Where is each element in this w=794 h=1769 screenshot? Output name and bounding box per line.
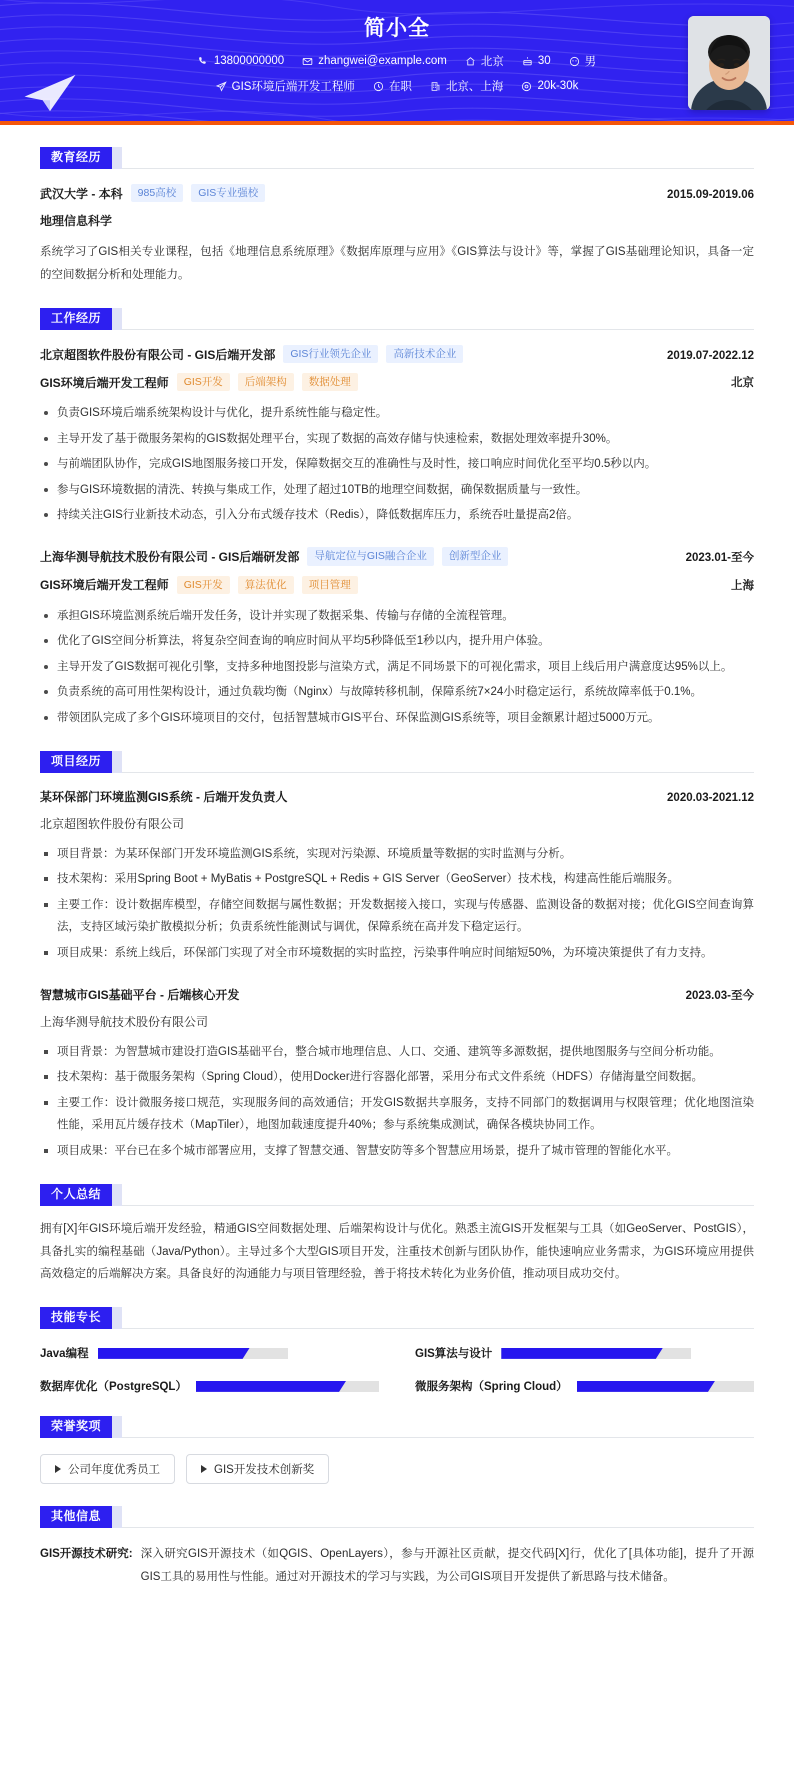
mail-icon	[302, 56, 313, 67]
project-company: 上海华测导航技术股份有限公司	[40, 1015, 209, 1030]
work-location: 上海	[731, 579, 754, 592]
work-company-tag: 高新技术企业	[386, 345, 463, 363]
work-bullets	[40, 605, 754, 729]
education-major: 地理信息科学	[40, 214, 113, 229]
section-rule	[40, 329, 754, 330]
honor-label: GIS开发技术创新奖	[214, 1464, 315, 1477]
avatar	[688, 16, 770, 110]
building-icon	[430, 81, 441, 92]
contact-phone	[198, 55, 284, 67]
salary-icon	[521, 81, 532, 92]
work-bullet: 主导开发了基于微服务架构的GIS数据处理平台，实现了数据的高效存储与快速检索，数据处理效率提升30%。	[40, 428, 754, 450]
skill-bar-fill	[98, 1348, 250, 1359]
work-entry	[40, 547, 754, 728]
project-date: 2023.03-至今	[685, 990, 754, 1003]
project-bullet: 主要工作：设计数据库模型，存储空间数据与属性数据；开发数据接入接口，实现与传感器、监测设备的数据对接；优化GIS空间查询算法，支持区域污染扩散模拟分析；负责系统性能测试与调优，保障系统在高并发下稳定运行。	[40, 894, 754, 939]
salary-expectation	[521, 80, 578, 92]
work-date: 2023.01-至今	[685, 552, 754, 565]
education-school-group	[40, 184, 265, 202]
skill-item	[415, 1345, 754, 1361]
project-bullet: 项目背景：为智慧城市建设打造GIS基础平台，整合城市地理信息、人口、交通、建筑等多源数据，提供地图服务与空间分析功能。	[40, 1041, 754, 1063]
skill-bar-fill	[501, 1348, 663, 1359]
contact-gender	[569, 53, 597, 69]
other-info-row	[40, 1543, 754, 1588]
honor-item	[186, 1454, 329, 1484]
project-bullet: 技术架构：基于微服务架构（Spring Cloud），使用Docker进行容器化部署，采用分布式文件系统（HDFS）存储海量空间数据。	[40, 1066, 754, 1088]
skill-label: GIS算法与设计	[415, 1348, 493, 1361]
job-title	[216, 78, 355, 94]
section-header-education	[40, 147, 754, 169]
section-title-education: 教育经历	[40, 147, 112, 169]
job-status	[373, 78, 412, 94]
work-bullet: 承担GIS环境监测系统后端开发任务，设计并实现了数据采集、传输与存储的全流程管理。	[40, 605, 754, 627]
skill-item	[40, 1345, 379, 1361]
project-bullet: 项目成果：平台已在多个城市部署应用，支撑了智慧交通、智慧安防等多个智慧应用场景，提升了城市管理的智能化水平。	[40, 1140, 754, 1162]
project-bullets	[40, 843, 754, 964]
work-bullet: 持续关注GIS行业新技术动态，引入分布式缓存技术（Redis），降低数据库压力，系统吞吐量提高2倍。	[40, 504, 754, 526]
work-company: 北京超图软件股份有限公司 - GIS后端开发部	[40, 347, 276, 362]
education-description: 系统学习了GIS相关专业课程，包括《地理信息系统原理》《数据库原理与应用》《GIS算法与设计》等，掌握了GIS基础理论知识，具备一定的空间数据分析和处理能力。	[40, 246, 754, 281]
work-bullet: 负责系统的高可用性架构设计，通过负载均衡（Nginx）与故障转移机制，保障系统7×24小时稳定运行，系统故障率低于0.1%。	[40, 681, 754, 703]
work-role-tag: 算法优化	[238, 576, 294, 594]
work-entry-header	[40, 547, 754, 565]
home-icon	[465, 56, 476, 67]
work-bullet: 带领团队完成了多个GIS环境项目的交付，包括智慧城市GIS平台、环保监测GIS系统等，项目金额累计超过5000万元。	[40, 707, 754, 729]
section-rule	[40, 168, 754, 169]
work-bullet: 与前端团队协作，完成GIS地图服务接口开发，保障数据交互的准确性与及时性，接口响应时间优化至平均0.5秒以内。	[40, 453, 754, 475]
preferred-cities	[430, 78, 504, 94]
education-date: 2015.09-2019.06	[667, 188, 754, 201]
section-title-work: 工作经历	[40, 308, 112, 330]
contact-age	[522, 55, 551, 67]
phone-icon	[198, 56, 209, 67]
skill-bar-track	[98, 1348, 288, 1359]
contact-age-value: 30	[537, 55, 551, 67]
work-role-group	[40, 373, 358, 391]
education-tag: 985高校	[131, 184, 184, 202]
work-role-group	[40, 576, 358, 594]
summary-text: 拥有[X]年GIS环境后端开发经验，精通GIS空间数据处理、后端架构设计与优化。熟悉主流GIS开发框架与工具（如GeoServer、PostGIS），具备扎实的编程基础（Java/Python）。主导过多个大型GIS项目开发，注重技术创新与团队协作，能快速响应业务需求，为GIS环境应用提供高效稳定的后端解决方案。具备良好的沟通能力与项目管理经验，善于将技术转化为业务价值，推动项目成功交付。	[40, 1223, 754, 1280]
page-title: 简小全	[364, 17, 430, 40]
education-entry-header	[40, 184, 754, 202]
contact-city-value: 北京	[480, 56, 504, 68]
work-role-tag: 项目管理	[302, 576, 358, 594]
section-header-honors	[40, 1416, 754, 1438]
section-title-summary: 个人总结	[40, 1184, 112, 1206]
skills-grid	[40, 1345, 754, 1394]
section-rule	[40, 772, 754, 773]
project-name: 某环保部门环境监测GIS系统 - 后端开发负责人	[40, 789, 288, 804]
project-company: 北京超图软件股份有限公司	[40, 816, 185, 831]
section-title-skills: 技能专长	[40, 1307, 112, 1329]
skill-bar-fill	[577, 1381, 715, 1392]
project-entry-header	[40, 986, 754, 1003]
work-entry	[40, 345, 754, 526]
project-bullet: 项目背景：为某环保部门开发环境监测GIS系统，实现对污染源、环境质量等数据的实时监测与分析。	[40, 843, 754, 865]
work-company-tag: 创新型企业	[442, 547, 509, 565]
work-entry-header	[40, 345, 754, 363]
section-header-work	[40, 308, 754, 330]
project-entry-header	[40, 788, 754, 805]
section-header-skills	[40, 1307, 754, 1329]
gender-icon	[569, 56, 580, 67]
work-role-tag: 后端架构	[238, 373, 294, 391]
contact-line-primary	[0, 53, 794, 69]
other-info-text: 深入研究GIS开源技术（如QGIS、OpenLayers），参与开源社区贡献，提交代码[X]行，优化了[具体功能]，提升了开源GIS工具的易用性与性能。通过对开源技术的学习与实践，为公司GIS项目开发提供了新思路与技术储备。	[140, 1548, 754, 1583]
work-company-tag: GIS行业领先企业	[283, 345, 378, 363]
skill-bar-track	[501, 1348, 691, 1359]
section-title-other: 其他信息	[40, 1506, 112, 1528]
contact-phone-value: 13800000000	[213, 55, 285, 67]
honor-label: 公司年度优秀员工	[68, 1464, 160, 1477]
section-rule	[40, 1205, 754, 1206]
contact-city	[465, 53, 504, 69]
skill-label: 数据库优化（PostgreSQL）	[40, 1381, 187, 1394]
job-title-value: GIS环境后端开发工程师	[231, 81, 355, 93]
work-role: GIS环境后端开发工程师	[40, 375, 169, 390]
play-triangle-icon	[55, 1465, 61, 1473]
work-role-row	[40, 373, 754, 391]
work-role: GIS环境后端开发工程师	[40, 578, 169, 593]
project-name: 智慧城市GIS基础平台 - 后端核心开发	[40, 988, 240, 1003]
work-bullet: 主导开发了GIS数据可视化引擎，支持多种地图投影与渲染方式，满足不同场景下的可视化需求，项目上线后用户满意度达95%以上。	[40, 656, 754, 678]
work-role-tag: GIS开发	[177, 576, 230, 594]
section-rule	[40, 1527, 754, 1528]
work-role-tag: GIS开发	[177, 373, 230, 391]
skill-item	[415, 1378, 754, 1394]
contact-gender-value: 男	[584, 56, 597, 68]
project-bullet: 项目成果：系统上线后，环保部门实现了对全市环境数据的实时监控，污染事件响应时间缩短50%，为环境决策提供了有力支持。	[40, 942, 754, 964]
work-role-row	[40, 576, 754, 594]
other-info-label: GIS开源技术研究:	[40, 1548, 133, 1561]
work-company-tag: 导航定位与GIS融合企业	[307, 547, 434, 565]
project-entry	[40, 788, 754, 964]
work-bullet: 负责GIS环境后端系统架构设计与优化，提升系统性能与稳定性。	[40, 402, 754, 424]
resume-header	[0, 0, 794, 125]
contact-email	[302, 55, 447, 67]
work-bullets	[40, 402, 754, 526]
work-company-group	[40, 345, 463, 363]
contact-line-secondary	[0, 78, 794, 94]
section-header-projects	[40, 751, 754, 773]
education-entry	[40, 184, 754, 286]
work-company: 上海华测导航技术股份有限公司 - GIS后端研发部	[40, 550, 300, 565]
work-date: 2019.07-2022.12	[667, 349, 754, 362]
paper-plane-icon	[216, 81, 227, 92]
clock-icon	[373, 81, 384, 92]
work-company-group	[40, 547, 508, 565]
project-entry	[40, 986, 754, 1162]
skill-bar-track	[577, 1381, 754, 1392]
work-bullet: 优化了GIS空间分析算法，将复杂空间查询的响应时间从平均5秒降低至1秒以内，提升用户体验。	[40, 630, 754, 652]
education-school: 武汉大学 - 本科	[40, 186, 123, 201]
contact-email-value: zhangwei@example.com	[318, 55, 447, 67]
project-bullet: 技术架构：采用Spring Boot + MyBatis + PostgreSQL + Redis + GIS Server（GeoServer）技术栈，构建高性能后端服务。	[40, 868, 754, 890]
honors-list	[40, 1454, 754, 1484]
work-bullet: 参与GIS环境数据的清洗、转换与集成工作，处理了超过10TB的地理空间数据，确保数据质量与一致性。	[40, 479, 754, 501]
section-title-projects: 项目经历	[40, 751, 112, 773]
skill-bar-fill	[196, 1381, 346, 1392]
salary-expectation-value: 20k-30k	[537, 80, 579, 92]
skill-item	[40, 1378, 379, 1394]
project-date: 2020.03-2021.12	[667, 791, 754, 804]
resume-body	[0, 147, 794, 1614]
preferred-cities-value: 北京、上海	[445, 81, 504, 93]
cake-icon	[522, 56, 533, 67]
section-header-other	[40, 1506, 754, 1528]
work-location: 北京	[731, 377, 754, 390]
honor-item	[40, 1454, 175, 1484]
play-triangle-icon	[201, 1465, 207, 1473]
skill-bar-track	[196, 1381, 379, 1392]
section-title-honors: 荣誉奖项	[40, 1416, 112, 1438]
skill-label: 微服务架构（Spring Cloud）	[415, 1381, 568, 1394]
project-bullets	[40, 1041, 754, 1162]
work-role-tag: 数据处理	[302, 373, 358, 391]
section-rule	[40, 1328, 754, 1329]
education-tag: GIS专业强校	[191, 184, 265, 202]
section-rule	[40, 1437, 754, 1438]
section-header-summary	[40, 1184, 754, 1206]
skill-label: Java编程	[40, 1348, 89, 1361]
project-bullet: 主要工作：设计微服务接口规范，实现服务间的高效通信；开发GIS数据共享服务，支持不同部门的数据调用与权限管理；优化地图渲染性能，采用瓦片缓存技术（MapTiler），地图加载速度提升40%；参与系统集成测试，确保各模块协同工作。	[40, 1092, 754, 1137]
job-status-value: 在职	[388, 81, 412, 93]
